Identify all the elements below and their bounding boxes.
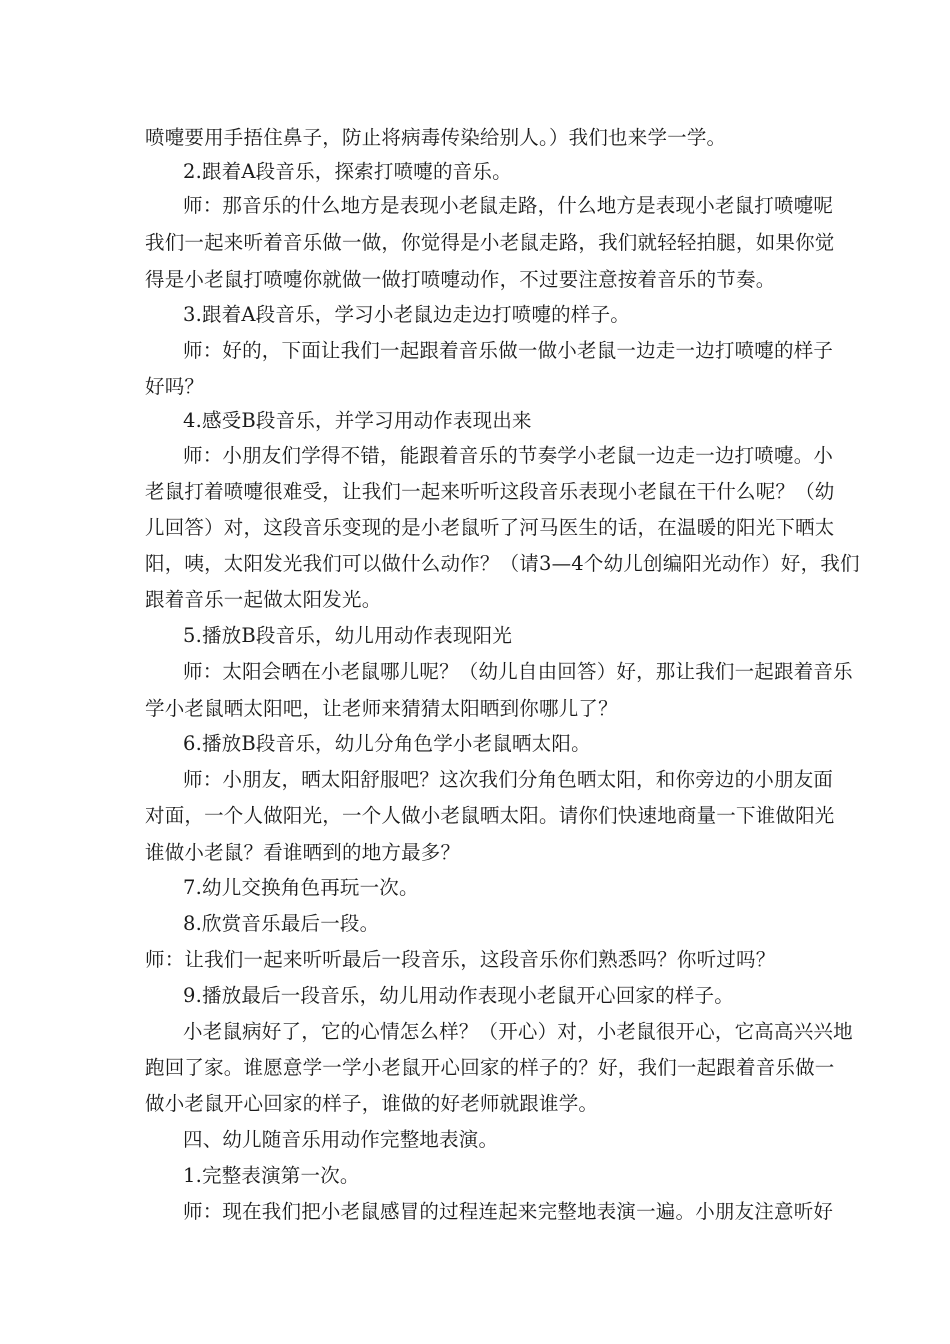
step-heading: 5.播放B段音乐，幼儿用动作表现阳光 xyxy=(183,624,513,647)
text-line: 我们一起来听着音乐做一做，你觉得是小老鼠走路，我们就轻轻拍腿，如果你觉 xyxy=(145,231,835,254)
text-line: 学小老鼠晒太阳吧，让老师来猜猜太阳晒到你哪儿了？ xyxy=(145,697,618,720)
text-line: 得是小老鼠打喷嚏你就做一做打喷嚏动作，不过要注意按着音乐的节奏。 xyxy=(145,268,776,291)
teacher-line: 师：现在我们把小老鼠感冒的过程连起来完整地表演一遍。小朋友注意听好 xyxy=(183,1200,834,1223)
text-line: 小老鼠病好了，它的心情怎么样？（开心）对，小老鼠很开心，它高高兴兴地 xyxy=(183,1020,853,1043)
text-line: 跟着音乐一起做太阳发光。 xyxy=(145,588,382,611)
text-line: 老鼠打着喷嚏很难受，让我们一起来听听这段音乐表现小老鼠在干什么呢？（幼 xyxy=(145,480,835,503)
text-line: 阳，咦，太阳发光我们可以做什么动作？（请3—4个幼儿创编阳光动作）好，我们 xyxy=(145,552,860,575)
teacher-line: 师：好的，下面让我们一起跟着音乐做一做小老鼠一边走一边打喷嚏的样子 xyxy=(183,339,834,362)
text-line: 喷嚏要用手捂住鼻子，防止将病毒传染给别人。）我们也来学一学。 xyxy=(145,126,727,149)
teacher-line: 师：那音乐的什么地方是表现小老鼠走路，什么地方是表现小老鼠打喷嚏呢 xyxy=(183,194,834,217)
text-line: 儿回答）对，这段音乐变现的是小老鼠听了河马医生的话，在温暖的阳光下晒太 xyxy=(145,516,835,539)
teacher-line: 师：太阳会晒在小老鼠哪儿呢？（幼儿自由回答）好，那让我们一起跟着音乐 xyxy=(183,660,853,683)
text-line: 做小老鼠开心回家的样子，谁做的好老师就跟谁学。 xyxy=(145,1092,599,1115)
teacher-line: 师：小朋友们学得不错，能跟着音乐的节奏学小老鼠一边走一边打喷嚏。小 xyxy=(183,444,834,467)
text-line: 对面，一个人做阳光，一个人做小老鼠晒太阳。请你们快速地商量一下谁做阳光 xyxy=(145,804,835,827)
step-heading: 4.感受B段音乐，并学习用动作表现出来 xyxy=(183,409,532,432)
teacher-line: 师：小朋友，晒太阳舒服吧？这次我们分角色晒太阳，和你旁边的小朋友面 xyxy=(183,768,834,791)
text-line: 好吗？ xyxy=(145,375,205,398)
step-heading: 8.欣赏音乐最后一段。 xyxy=(183,912,380,935)
step-heading: 7.幼儿交换角色再玩一次。 xyxy=(183,876,419,899)
step-heading: 6.播放B段音乐，幼儿分角色学小老鼠晒太阳。 xyxy=(183,732,591,755)
step-heading: 3.跟着A段音乐，学习小老鼠边走边打喷嚏的样子。 xyxy=(183,303,630,326)
text-line: 跑回了家。谁愿意学一学小老鼠开心回家的样子的？好，我们一起跟着音乐做一 xyxy=(145,1056,835,1079)
teacher-line: 师：让我们一起来听听最后一段音乐，这段音乐你们熟悉吗？你听过吗？ xyxy=(145,948,776,971)
section-heading: 四、幼儿随音乐用动作完整地表演。 xyxy=(183,1128,499,1151)
text-line: 谁做小老鼠？看谁晒到的地方最多？ xyxy=(145,841,461,864)
step-heading: 9.播放最后一段音乐，幼儿用动作表现小老鼠开心回家的样子。 xyxy=(183,984,734,1007)
step-heading: 1.完整表演第一次。 xyxy=(183,1164,360,1187)
step-heading: 2.跟着A段音乐，探索打喷嚏的音乐。 xyxy=(183,160,512,183)
